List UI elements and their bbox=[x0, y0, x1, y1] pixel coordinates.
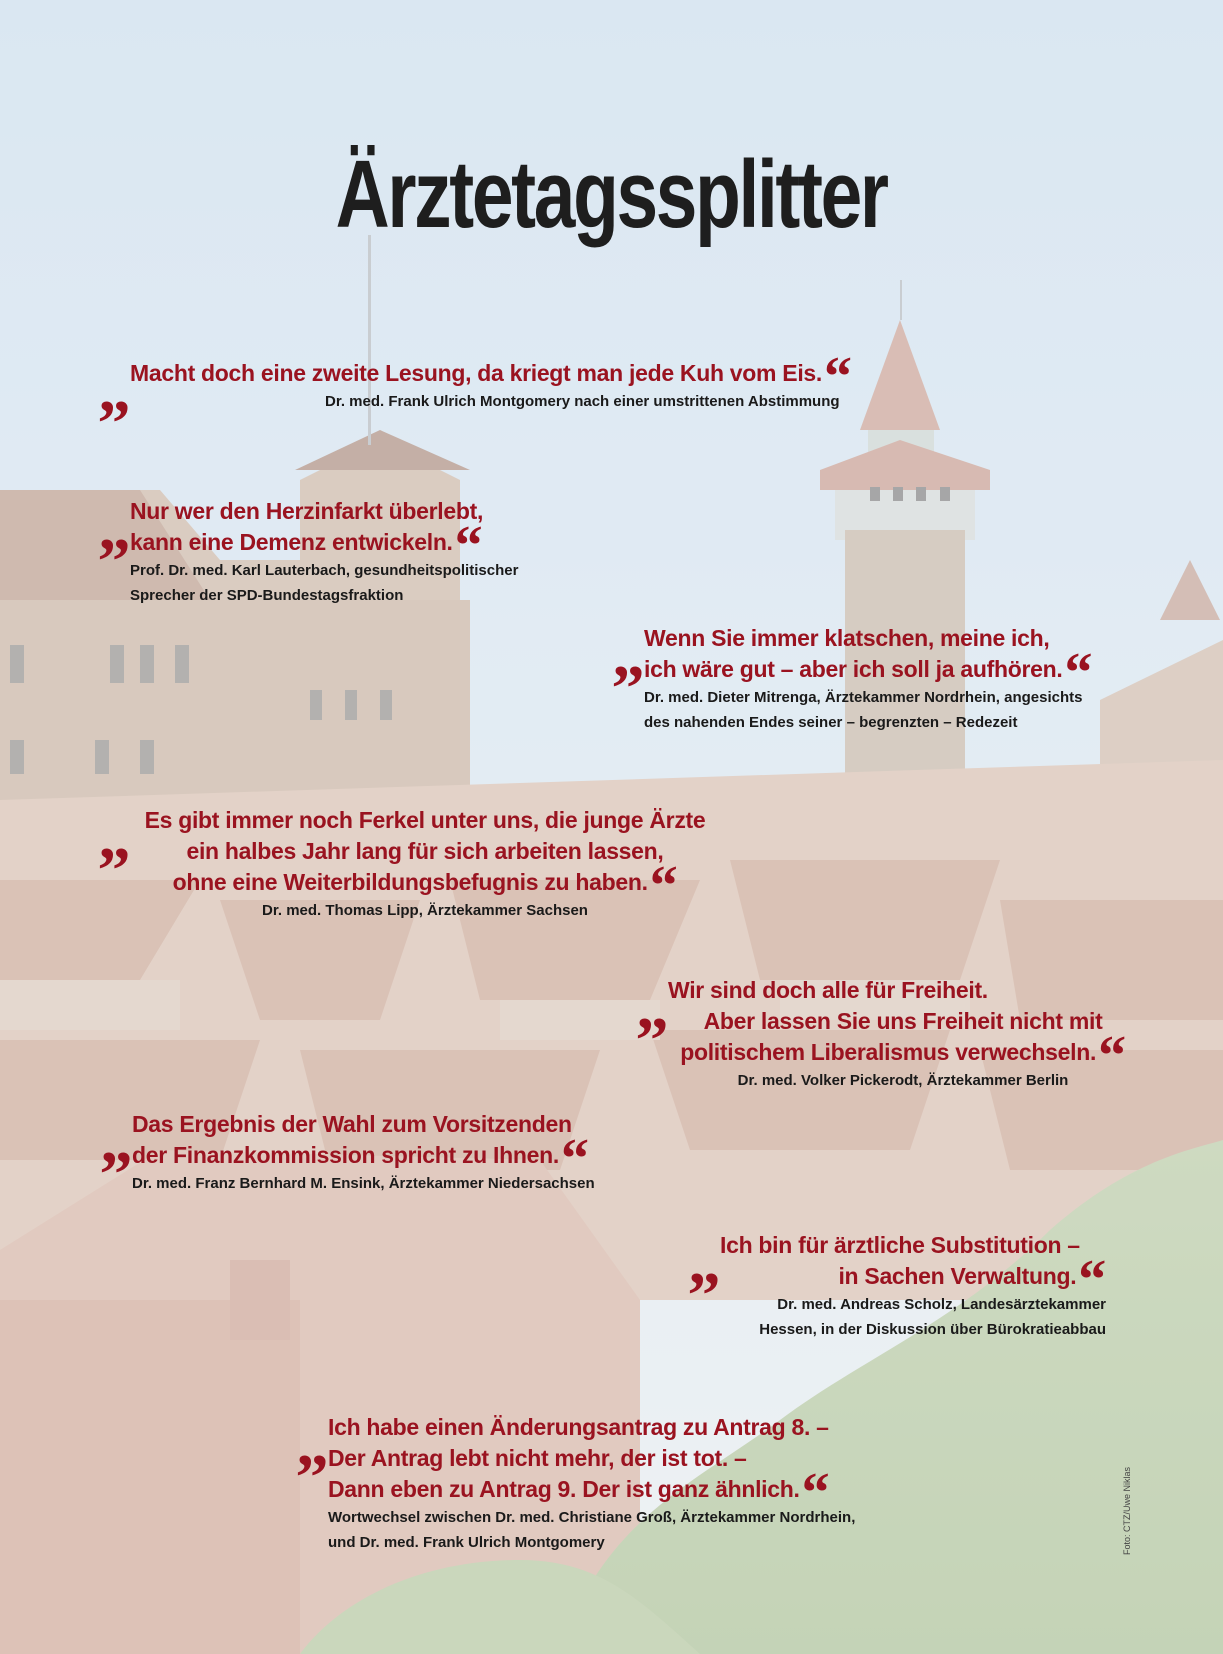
quote-6 bbox=[100, 1104, 595, 1196]
quote-5 bbox=[636, 970, 1138, 1093]
closing-quote-icon: “ bbox=[560, 1128, 589, 1190]
closing-quote-icon: “ bbox=[824, 346, 852, 408]
quote-source: Prof. Dr. med. Karl Lauterbach, gesundheitspolitischer Sprecher der SPD-Bundestagsfraktion bbox=[130, 562, 519, 604]
opening-quote-icon: „ bbox=[612, 618, 645, 691]
closing-quote-icon: “ bbox=[1064, 642, 1093, 704]
quote-source: Wortwechsel zwischen Dr. med. Christiane Groß, Ärztekammer Nordrhein, und Dr. med. Frank Ulrich Montgomery bbox=[328, 1509, 856, 1551]
quote-line: Macht doch eine zweite Lesung, da kriegt man jede Kuh vom Eis.“ bbox=[130, 346, 852, 408]
quote-7 bbox=[688, 1225, 1106, 1342]
closing-quote-icon: “ bbox=[649, 855, 678, 917]
opening-quote-icon: „ bbox=[296, 1407, 329, 1480]
quote-3 bbox=[612, 618, 1093, 735]
quote-source: Dr. med. Frank Ulrich Montgomery nach einer umstrittenen Abstimmung bbox=[325, 393, 840, 410]
quote-text: „ Das Ergebnis der Wahl zum Vorsitzenden der Finanzkommission spricht zu Ihnen.“ bbox=[100, 1104, 589, 1190]
opening-quote-icon: „ bbox=[98, 491, 131, 564]
opening-quote-icon: „ bbox=[688, 1225, 721, 1298]
closing-quote-icon: “ bbox=[801, 1462, 830, 1524]
quote-text: „ Wir sind doch alle für Freiheit. Aber lassen Sie uns Freiheit nicht mit politischem Liberalismus verwechseln.“ bbox=[636, 970, 1126, 1087]
page-title: Ärztetagssplitter bbox=[335, 141, 887, 248]
quote-4 bbox=[98, 800, 720, 923]
photo-credit: Foto: CTZ/Uwe Niklas bbox=[1122, 1466, 1132, 1555]
opening-quote-icon: „ bbox=[98, 353, 131, 426]
closing-quote-icon: “ bbox=[1098, 1025, 1126, 1087]
quote-8 bbox=[296, 1407, 856, 1555]
quote-text: „ Wenn Sie immer klatschen, meine ich, ich wäre gut – aber ich soll ja aufhören.“ bbox=[612, 618, 1093, 704]
quote-source: Dr. med. Dieter Mitrenga, Ärztekammer Nordrhein, angesichts des nahenden Endes seiner – begrenzten – Redezeit bbox=[644, 689, 1083, 731]
quote-1 bbox=[98, 346, 852, 426]
quote-source: Dr. med. Thomas Lipp, Ärztekammer Sachsen bbox=[262, 902, 588, 919]
quote-source: Dr. med. Franz Bernhard M. Ensink, Ärztekammer Niedersachsen bbox=[132, 1175, 595, 1192]
opening-quote-icon: „ bbox=[98, 800, 131, 873]
opening-quote-icon: „ bbox=[100, 1104, 133, 1177]
quote-text: „ Es gibt immer noch Ferkel unter uns, die junge Ärzte ein halbes Jahr lang für sich arbeiten lassen, ohne eine Weiterbildungsbefugnis zu haben.“ bbox=[98, 800, 706, 917]
quote-text: „ Nur wer den Herzinfarkt überlebt, kann eine Demenz entwickeln.“ bbox=[98, 491, 484, 577]
closing-quote-icon: “ bbox=[454, 515, 483, 577]
quote-text: „ Ich habe einen Änderungsantrag zu Antrag 8. – Der Antrag lebt nicht mehr, der ist tot. – Dann eben zu Antrag 9. Der ist ganz ähnlich.“ bbox=[296, 1407, 830, 1524]
closing-quote-icon: “ bbox=[1078, 1249, 1106, 1311]
opening-quote-icon: „ bbox=[636, 970, 669, 1043]
quote-text: „ Ich bin für ärztliche Substitution – in Sachen Verwaltung.“ bbox=[688, 1225, 1106, 1311]
quote-2 bbox=[98, 491, 519, 608]
quote-source: Dr. med. Volker Pickerodt, Ärztekammer Berlin bbox=[737, 1072, 1069, 1089]
quote-source: Dr. med. Andreas Scholz, Landesärztekammer Hessen, in der Diskussion über Bürokratieabbau bbox=[759, 1296, 1106, 1338]
